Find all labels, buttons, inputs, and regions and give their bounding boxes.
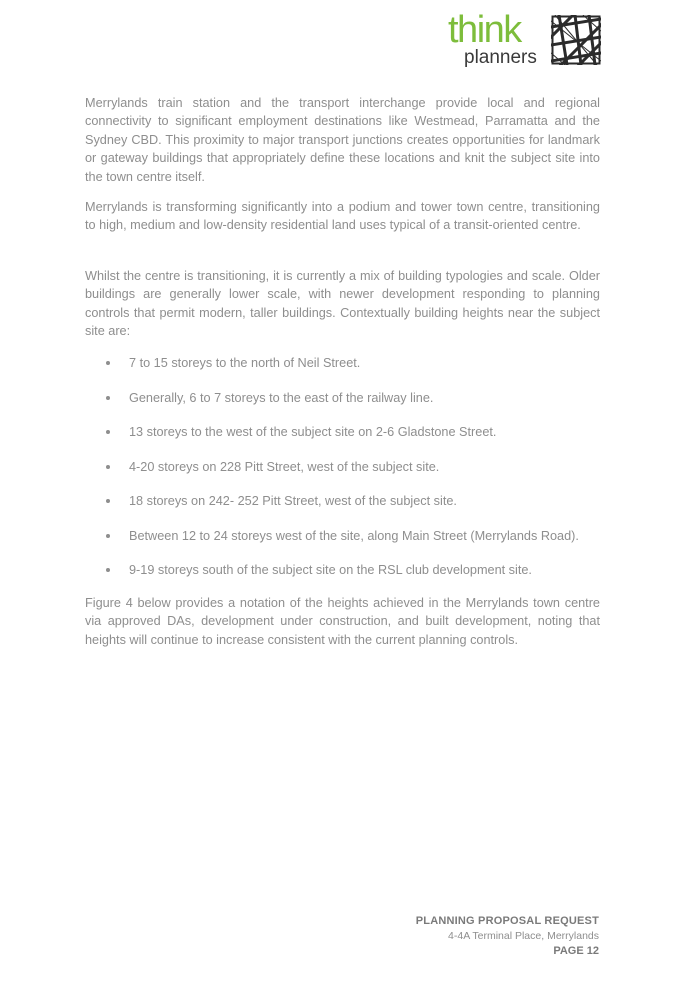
bullet-dot xyxy=(106,396,110,400)
page-footer xyxy=(416,914,599,959)
think-planners-logo xyxy=(448,9,604,70)
page-number: PAGE 12 xyxy=(553,945,599,957)
logo-planners-text: planners xyxy=(464,47,537,68)
list-item-text: 13 storeys to the west of the subject site on 2-6 Gladstone Street. xyxy=(129,425,497,439)
list-item-text: 4-20 storeys on 228 Pitt Street, west of the subject site. xyxy=(129,459,440,474)
list-item xyxy=(85,561,615,596)
bullet-dot xyxy=(106,430,110,434)
list-item-text: 9-19 storeys south of the subject site on the RSL club development site. xyxy=(129,563,532,577)
bullet-dot xyxy=(106,568,110,572)
paragraph-building-typologies: Whilst the centre is transitioning, it is currently a mix of building typologies and scale. Older buildings are generally lower scale, with newer development responding to planning controls that permit modern, taller buildings. Contextually building heights near the subject site are: xyxy=(85,269,600,339)
list-item xyxy=(85,458,615,493)
bullet-dot xyxy=(106,534,110,538)
list-item xyxy=(85,527,615,562)
list-item xyxy=(85,423,615,458)
list-item-text: Between 12 to 24 storeys west of the site, along Main Street (Merrylands Road). xyxy=(129,528,579,543)
list-item xyxy=(85,389,615,424)
footer-document-title: PLANNING PROPOSAL REQUEST xyxy=(415,915,599,927)
list-item xyxy=(85,354,615,389)
city-grid-map-icon xyxy=(551,15,601,65)
bullet-dot xyxy=(106,465,110,469)
footer-address: 4-4A Terminal Place, Merrylands xyxy=(448,930,599,942)
list-item xyxy=(85,492,615,527)
paragraph-town-centre-transformation: Merrylands is transforming significantly into a podium and tower town centre, transitioning to high, medium and low-density residential land uses typical of a transit-oriented centre. xyxy=(85,200,600,233)
list-item-text: 18 storeys on 242- 252 Pitt Street, west of the subject site. xyxy=(129,494,457,508)
bullet-dot xyxy=(106,499,110,503)
bullet-dot xyxy=(106,361,110,365)
paragraph-figure-reference: Figure 4 below provides a notation of the heights achieved in the Merrylands town centre via approved DAs, development under construction, and built development, noting that heights will continue to increase consistent with the current planning controls. xyxy=(85,596,600,647)
list-item-text: Generally, 6 to 7 storeys to the east of the railway line. xyxy=(129,390,434,405)
building-heights-list xyxy=(85,354,615,596)
paragraph-transport-connectivity: Merrylands train station and the transport interchange provide local and regional connectivity to significant employment destinations like Westmead, Parramatta and the Sydney CBD. This proximity to major transport junctions creates opportunities for landmark or gateway buildings that appropriately define these locations and knit the subject site into the town centre itself. xyxy=(85,96,600,184)
logo-think-text: think xyxy=(448,9,521,51)
list-item-text: 7 to 15 storeys to the north of Neil Street. xyxy=(129,356,361,370)
